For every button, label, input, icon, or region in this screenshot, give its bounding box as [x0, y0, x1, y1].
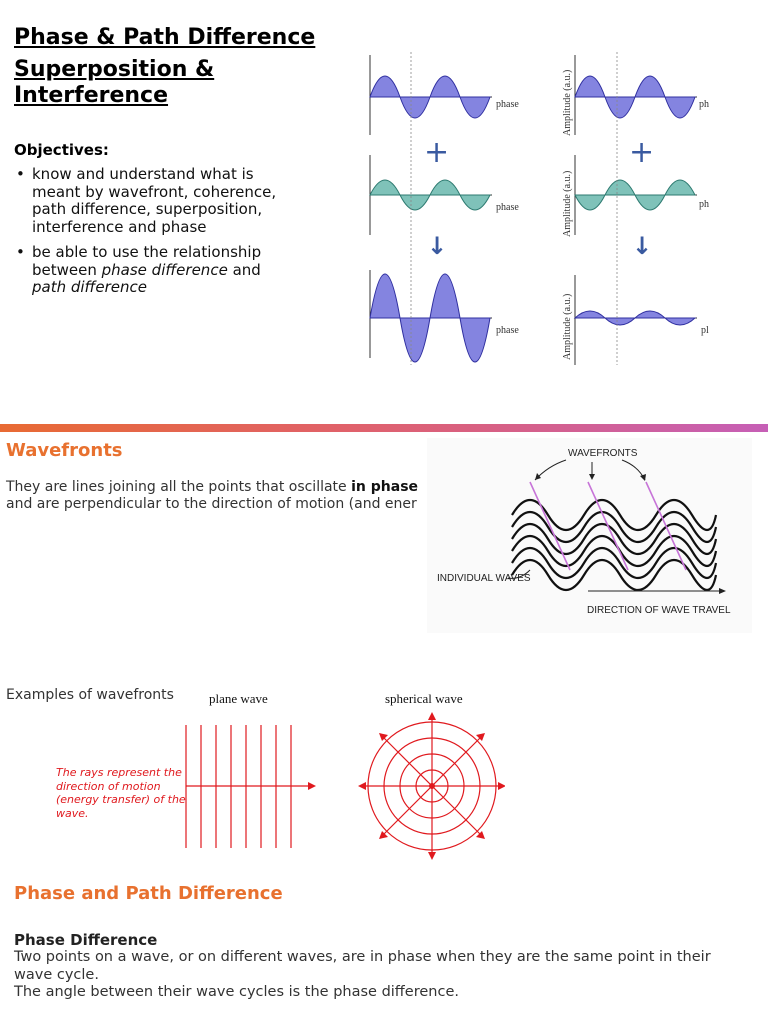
arrow-down-icon: ↓	[632, 232, 653, 260]
wave-in-phase-1	[370, 76, 490, 118]
plus-icon: +	[629, 135, 655, 170]
section-divider	[0, 424, 768, 432]
objective-term-phase: phase difference	[101, 260, 228, 279]
plus-icon: +	[424, 135, 450, 170]
wavefronts-sketch	[427, 438, 752, 633]
axis-label: phase	[496, 202, 519, 213]
amplitude-label: Amplitude (a.u.)	[562, 170, 573, 237]
amplitude-label: Amplitude (a.u.)	[562, 293, 573, 360]
objective-text: be able to use the relationship between	[32, 243, 262, 279]
amplitude-label: Amplitude (a.u.)	[562, 69, 573, 136]
subtitle-line-1: Superposition &	[14, 57, 215, 82]
axis-label-cut: ph	[699, 199, 709, 210]
wavefronts-definition-line-1	[6, 479, 418, 496]
phase-difference-para-2: The angle between their wave cycles is the phase difference.	[14, 984, 459, 1000]
phase-difference-text	[14, 949, 714, 1002]
phase-difference-para-1: Two points on a wave, or on different waves, are in phase when they are the same point in their wave cycle.	[14, 949, 711, 983]
objective-text: know and understand what is meant by wavefront, coherence, path difference, superposition, interference and phase	[32, 165, 277, 236]
point-source	[429, 783, 435, 789]
axis-label: phase	[496, 99, 519, 110]
direction-of-travel-label: DIRECTION OF WAVE TRAVEL	[587, 605, 731, 616]
individual-waves-label: INDIVIDUAL WAVES	[437, 573, 531, 584]
axis-label: phase	[496, 325, 519, 336]
objectives-label: Objectives:	[14, 141, 109, 159]
objective-item	[14, 166, 289, 236]
objective-term-path: path difference	[32, 278, 147, 296]
axis-label-cut: ph	[699, 99, 709, 110]
examples-label: Examples of wavefronts	[6, 687, 174, 703]
definition-text: They are lines joining all the points that oscillate	[6, 479, 352, 495]
superposition-diagram	[355, 45, 768, 375]
phase-difference-subheading: Phase Difference	[14, 931, 158, 949]
wave-out-of-phase-2	[575, 180, 695, 210]
axis-label-cut: pl	[701, 325, 709, 336]
wavefronts-definition-line-2: and are perpendicular to the direction of motion (and ener	[6, 496, 417, 512]
spherical-wave-label: spherical wave	[385, 691, 463, 706]
ray-arrowhead	[308, 782, 316, 790]
wave-destructive-result	[575, 311, 695, 325]
objective-item	[14, 244, 289, 297]
plane-wave-label: plane wave	[209, 691, 268, 706]
definition-emphasis: in phase	[351, 479, 419, 495]
phase-path-heading: Phase and Path Difference	[14, 883, 283, 904]
wave-constructive-result	[370, 274, 490, 362]
ray-annotation: The rays represent the direction of motion (energy transfer) of the wave.	[56, 766, 186, 820]
objective-text: and	[227, 260, 261, 279]
page-title: Phase & Path Difference	[14, 25, 316, 50]
wavefront-examples-diagram	[180, 686, 505, 866]
wave-in-phase-2	[370, 180, 490, 210]
objectives-list	[14, 166, 289, 305]
wavefronts-heading: Wavefronts	[6, 440, 123, 461]
wave-out-of-phase-1	[575, 76, 695, 118]
arrow-down-icon: ↓	[427, 232, 448, 260]
subtitle-line-2: Interference	[14, 83, 169, 108]
wavefronts-label: WAVEFRONTS	[568, 448, 638, 459]
